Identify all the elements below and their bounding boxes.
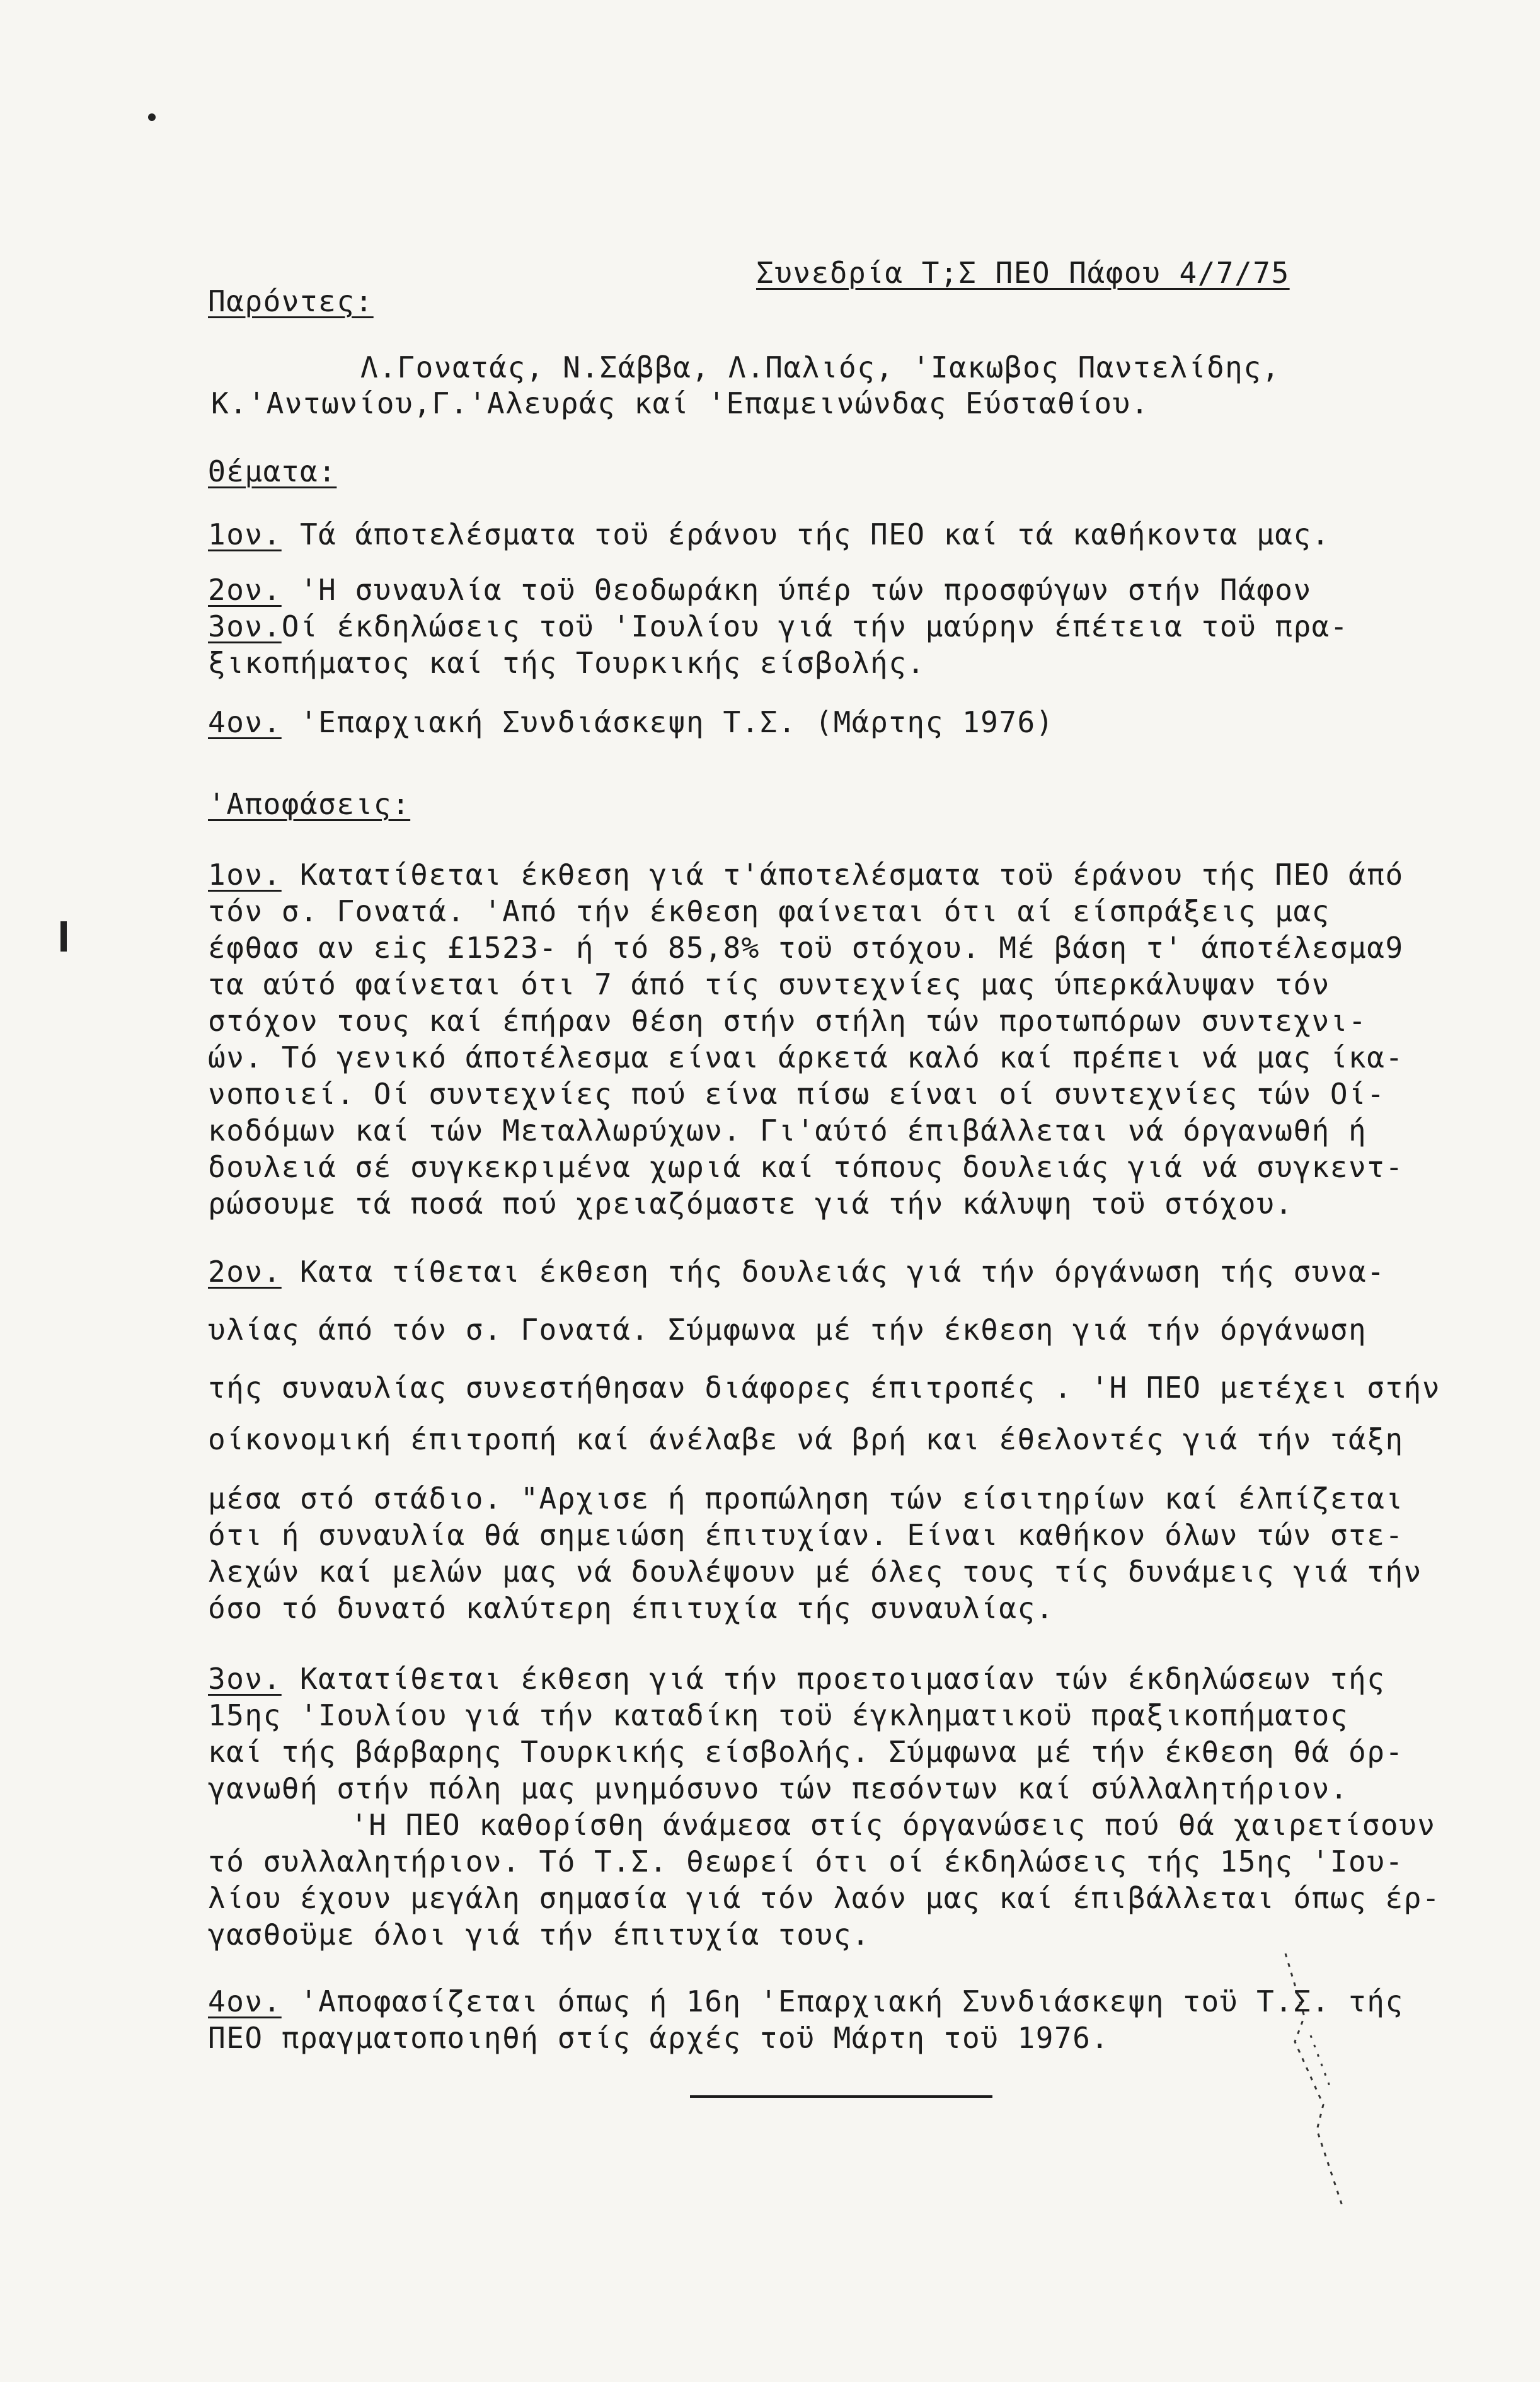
present-list-line-2: Κ.'Αντωνίου,Γ.'Αλευράς καί 'Επαμεινώνδας Εύσταθίου. — [211, 386, 1149, 420]
topic-number: 1ον. — [208, 517, 282, 551]
decision-number: 4ον. — [208, 1984, 282, 2018]
decision-line: καί τής βάρβαρης Τουρκικής είσβολής. Σύμφωνα μέ τήν έκθεση θά όρ- — [208, 1735, 1404, 1769]
decision-line: δουλειά σέ συγκεκριμένα χωριά καί τόπους δουλειάς γιά νά συγκεντ- — [208, 1150, 1404, 1184]
decision-line: ών. Τό γενικό άποτέλεσμα είναι άρκετά καλό καί πρέπει νά μας ίκα- — [208, 1040, 1404, 1074]
topic-number: 3ον. — [208, 609, 282, 643]
decision-line: ΠΕΟ πραγματοποιηθή στίς άρχές τοϋ Μάρτη τοϋ 1976. — [208, 2021, 1110, 2055]
pencil-mark — [1267, 1941, 1361, 2231]
decision-line: τα αύτό φαίνεται ότι 7 άπό τίς συντεχνίες μας ύπερκάλυψαν τόν — [208, 967, 1330, 1001]
decision-line: 1ον. Κατατίθεται έκθεση γιά τ'άποτελέσματα τοϋ έράνου τής ΠΕΟ άπό — [208, 858, 1404, 892]
punch-mark — [60, 921, 67, 952]
topic-number: 4ον. — [208, 705, 282, 739]
decision-line: ότι ή συναυλία θά σημειώση έπιτυχίαν. Είναι καθήκον όλων τών στε- — [208, 1518, 1404, 1552]
topic-item — [208, 609, 1348, 644]
closing-rule — [690, 2095, 992, 2098]
decision-line: μέσα στό στάδιο. "Αρχισε ή προπώληση τών είσιτηρίων καί έλπίζεται — [208, 1482, 1404, 1516]
decision-line: γασθοϋμε όλοι γιά τήν έπιτυχία τους. — [208, 1918, 870, 1952]
decision-line: κοδόμων καί τών Μεταλλωρύχων. Γι'αύτό έπιβάλλεται νά όργανωθή ή — [208, 1113, 1367, 1148]
topic-text: 'Επαρχιακή Συνδιάσκεψη Τ.Σ. (Μάρτης 1976) — [281, 705, 1054, 739]
decision-line: τόν σ. Γονατά. 'Από τήν έκθεση φαίνεται ότι αί είσπράξεις μας — [208, 894, 1330, 928]
decision-line: ρώσουμε τά ποσά πού χρειαζόμαστε γιά τήν κάλυψη τοϋ στόχου. — [208, 1187, 1294, 1221]
topic-item — [208, 517, 1330, 552]
decision-number: 1ον. — [208, 858, 282, 892]
topic-text-continued: ξικοπήματος καί τής Τουρκικής είσβολής. — [208, 646, 926, 680]
present-list-line-1: Λ.Γονατάς, Ν.Σάββα, Λ.Παλιός, 'Ιακωβος Παντελίδης, — [360, 350, 1280, 384]
present-label: Παρόντες: — [208, 284, 374, 318]
decision-number: 3ον. — [208, 1662, 282, 1696]
decision-line: γανωθή στήν πόλη μας μνημόσυνο τών πεσόντων καί σύλλαλητήριον. — [208, 1771, 1349, 1805]
decision-line: όσο τό δυνατό καλύτερη έπιτυχία τής συναυλίας. — [208, 1591, 1054, 1625]
topic-number: 2ον. — [208, 573, 282, 607]
decision-line: νοποιεί. Οί συντεχνίες πού είνα πίσω είναι οί συντεχνίες τών Οί- — [208, 1077, 1386, 1111]
topic-text: Τά άποτελέσματα τοϋ έράνου τής ΠΕΟ καί τά καθήκοντα μας. — [281, 517, 1330, 551]
topic-text: 'Η συναυλία τοϋ Θεοδωράκη ύπέρ τών προσφύγων στήν Πάφον — [281, 573, 1312, 607]
decisions-heading: 'Αποφάσεις: — [208, 787, 411, 821]
decision-line: υλίας άπό τόν σ. Γονατά. Σύμφωνα μέ τήν έκθεση γιά τήν όργάνωση — [208, 1313, 1367, 1347]
decision-line: στόχον τους καί έπήραν θέση στήν στήλη τών προτωπόρων συντεχνι- — [208, 1004, 1367, 1038]
decision-line: οίκονομική έπιτροπή καί άνέλαβε νά βρή και έθελοντές γιά τήν τάξη — [208, 1422, 1404, 1456]
decision-line: 4ον. 'Αποφασίζεται όπως ή 16η 'Επαρχιακή Συνδιάσκεψη τοϋ Τ.Σ. τής — [208, 1984, 1404, 2018]
decision-line: λεχών καί μελών μας νά δουλέψουν μέ όλες τους τίς δυνάμεις γιά τήν — [208, 1555, 1422, 1589]
decision-line: 2ον. Κατα τίθεται έκθεση τής δουλειάς γιά τήν όργάνωση τής συνα- — [208, 1255, 1386, 1289]
meeting-title: Συνεδρία Τ;Σ ΠΕΟ Πάφου 4/7/75 — [756, 256, 1290, 290]
decision-line: 'Η ΠΕΟ καθορίσθη άνάμεσα στίς όργανώσεις πού θά χαιρετίσουν — [350, 1808, 1436, 1842]
decision-line: 3ον. Κατατίθεται έκθεση γιά τήν προετοιμασίαν τών έκδηλώσεων τής — [208, 1662, 1386, 1696]
decision-line: λίου έχουν μεγάλη σημασία γιά τόν λαόν μας καί έπιβάλλεται όπως έρ- — [208, 1881, 1441, 1915]
decision-line: έφθασ αν εiς £1523- ή τό 85,8% τοϋ στόχου. Μέ βάση τ' άποτέλεσμα9 — [208, 931, 1404, 965]
topics-heading: Θέματα: — [208, 454, 337, 488]
decision-line: τό συλλαλητήριον. Τό Τ.Σ. θεωρεί ότι οί έκδηλώσεις τής 15ης 'Ιου- — [208, 1844, 1404, 1879]
ink-dot — [148, 113, 156, 121]
decision-line: 15ης 'Ιουλίου γιά τήν καταδίκη τοϋ έγκληματικοϋ πραξικοπήματος — [208, 1698, 1349, 1732]
decision-number: 2ον. — [208, 1255, 282, 1289]
topic-text: Οί έκδηλώσεις τοϋ 'Ιουλίου γιά τήν μαύρην έπέτεια τοϋ πρα- — [281, 609, 1349, 643]
topic-item — [208, 572, 1312, 607]
topic-item — [208, 705, 1054, 740]
decision-line: τής συναυλίας συνεστήθησαν διάφορες έπιτροπές . 'Η ΠΕΟ μετέχει στήν — [208, 1371, 1441, 1405]
